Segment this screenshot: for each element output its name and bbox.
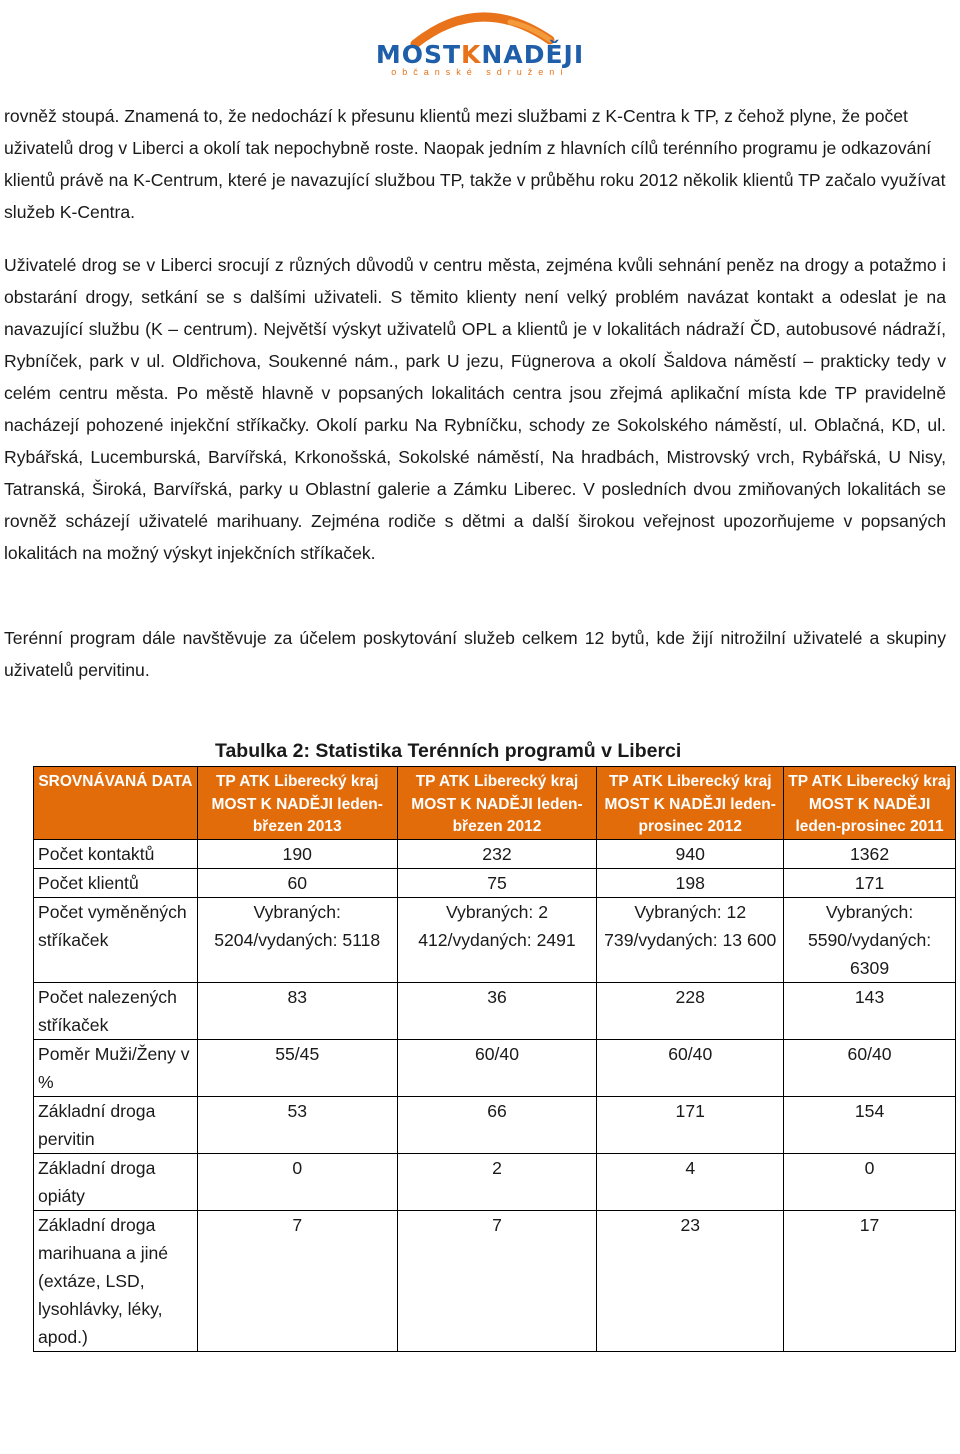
- value-cell: 7: [197, 1210, 397, 1351]
- value-cell: 75: [397, 868, 597, 897]
- row-label-cell: Poměr Muži/Ženy v %: [34, 1039, 198, 1096]
- value-cell: 171: [784, 868, 956, 897]
- value-cell: 60/40: [597, 1039, 784, 1096]
- value-cell: 198: [597, 868, 784, 897]
- value-cell: 17: [784, 1210, 956, 1351]
- value-cell: 1362: [784, 839, 956, 868]
- value-cell: 228: [597, 982, 784, 1039]
- value-cell: 232: [397, 839, 597, 868]
- row-label-cell: Počet vyměněných stříkaček: [34, 897, 198, 982]
- value-cell: Vybraných: 5204/vydaných: 5118: [197, 897, 397, 982]
- row-label-cell: Počet kontaktů: [34, 839, 198, 868]
- value-cell: 53: [197, 1096, 397, 1153]
- table-body: [34, 839, 956, 1351]
- table-row: [34, 1210, 956, 1351]
- table-row: [34, 868, 956, 897]
- value-cell: 60: [197, 868, 397, 897]
- table-row: [34, 1153, 956, 1210]
- paragraph-3: Terénní program dále navštěvuje za účelem poskytování služeb celkem 12 bytů, kde žijí nitrožilní uživatelé a skupiny uživatelů pervitinu.: [4, 628, 946, 680]
- value-cell: 154: [784, 1096, 956, 1153]
- logo-most: MOST: [375, 40, 462, 69]
- table-row: [34, 897, 956, 982]
- value-cell: 4: [597, 1153, 784, 1210]
- value-cell: 23: [597, 1210, 784, 1351]
- value-cell: 0: [784, 1153, 956, 1210]
- value-cell: Vybraných: 12 739/vydaných: 13 600: [597, 897, 784, 982]
- row-label-cell: Počet klientů: [34, 868, 198, 897]
- value-cell: 55/45: [197, 1039, 397, 1096]
- table-header-row: [34, 767, 956, 840]
- value-cell: 171: [597, 1096, 784, 1153]
- value-cell: 0: [197, 1153, 397, 1210]
- table-row: [34, 1039, 956, 1096]
- table-caption: Tabulka 2: Statistika Terénních programů v Liberci: [215, 740, 682, 762]
- statistics-table: [33, 766, 956, 1352]
- logo-k: K: [461, 40, 482, 69]
- table-row: [34, 839, 956, 868]
- value-cell: 2: [397, 1153, 597, 1210]
- header-cell: TP ATK Liberecký kraj MOST K NADĚJI leden-březen 2013: [197, 767, 397, 840]
- logo-wordmark: [370, 40, 590, 69]
- paragraph-2: Uživatelé drog se v Liberci srocují z různých důvodů v centru města, zejména kvůli sehnání peněz na drogy a potažmo i obstarání drogy, setkání se s dalšími uživateli. S těmito klienty není velký problém navázat kontakt a odeslat je na navazující službu (K – centrum). Největší výskyt uživatelů OPL a klientů je v lokalitách nádraží ČD, autobusové nádraží, Rybníček, park v ul. Oldřichova, Soukenné nám., park U jezu, Fügnerova a okolí Šaldova náměstí – prakticky tedy v celém centru města. Po městě hlavně v popsaných lokalitách centra jsou zřejmá aplikační místa kde TP pravidelně nacházejí pohozené injekční stříkačky. Okolí parku Na Rybníčku, schody ze Sokolského náměstí, ul. Oblačná, KD, ul. Rybářská, Lucemburská, Barvířská, Krkonošská, Sokolské náměstí, Na hradbách, Mistrovský vrch, Rybářská, U Nisy, Tatranská, Široká, Barvířská, parky u Oblastní galerie a Zámku Liberec. V posledních dvou zmiňovaných lokalitách se rovněž scházejí uživatelé marihuany. Zejména rodiče s dětmi a další širokou veřejnost upozorňujeme v popsaných lokalitách na možný výskyt injekčních stříkaček.: [4, 255, 946, 563]
- value-cell: 143: [784, 982, 956, 1039]
- row-label-cell: Základní droga opiáty: [34, 1153, 198, 1210]
- value-cell: 190: [197, 839, 397, 868]
- header-cell: SROVNÁVANÁ DATA: [34, 767, 198, 840]
- row-label-cell: Počet nalezených stříkaček: [34, 982, 198, 1039]
- header-cell: TP ATK Liberecký kraj MOST K NADĚJI leden-březen 2012: [397, 767, 597, 840]
- paragraph-1: rovněž stoupá. Znamená to, že nedochází k přesunu klientů mezi službami z K-Centra k TP, z čehož plyne, že počet uživatelů drog v Liberci a okolí tak nepochybně roste. Naopak jedním z hlavních cílů terénního programu je odkazování klientů právě na K-Centrum, které je navazující službou TP, takže v průběhu roku 2012 několik klientů TP začalo využívat služeb K-Centra.: [4, 106, 946, 222]
- value-cell: 60/40: [784, 1039, 956, 1096]
- logo-nadeji: NADĚJI: [481, 40, 585, 69]
- row-label-cell: Základní droga pervitin: [34, 1096, 198, 1153]
- value-cell: 940: [597, 839, 784, 868]
- table-row: [34, 1096, 956, 1153]
- value-cell: 60/40: [397, 1039, 597, 1096]
- value-cell: 66: [397, 1096, 597, 1153]
- logo: [360, 4, 600, 80]
- value-cell: 83: [197, 982, 397, 1039]
- header-cell: TP ATK Liberecký kraj MOST K NADĚJI leden-prosinec 2012: [597, 767, 784, 840]
- value-cell: Vybraných: 2 412/vydaných: 2491: [397, 897, 597, 982]
- value-cell: Vybraných: 5590/vydaných: 6309: [784, 897, 956, 982]
- value-cell: 36: [397, 982, 597, 1039]
- table-row: [34, 982, 956, 1039]
- value-cell: 7: [397, 1210, 597, 1351]
- logo-subtitle: občanské sdružení: [391, 67, 569, 77]
- header-cell: TP ATK Liberecký kraj MOST K NADĚJI leden-prosinec 2011: [784, 767, 956, 840]
- row-label-cell: Základní droga marihuana a jiné (extáze, LSD, lysohlávky, léky, apod.): [34, 1210, 198, 1351]
